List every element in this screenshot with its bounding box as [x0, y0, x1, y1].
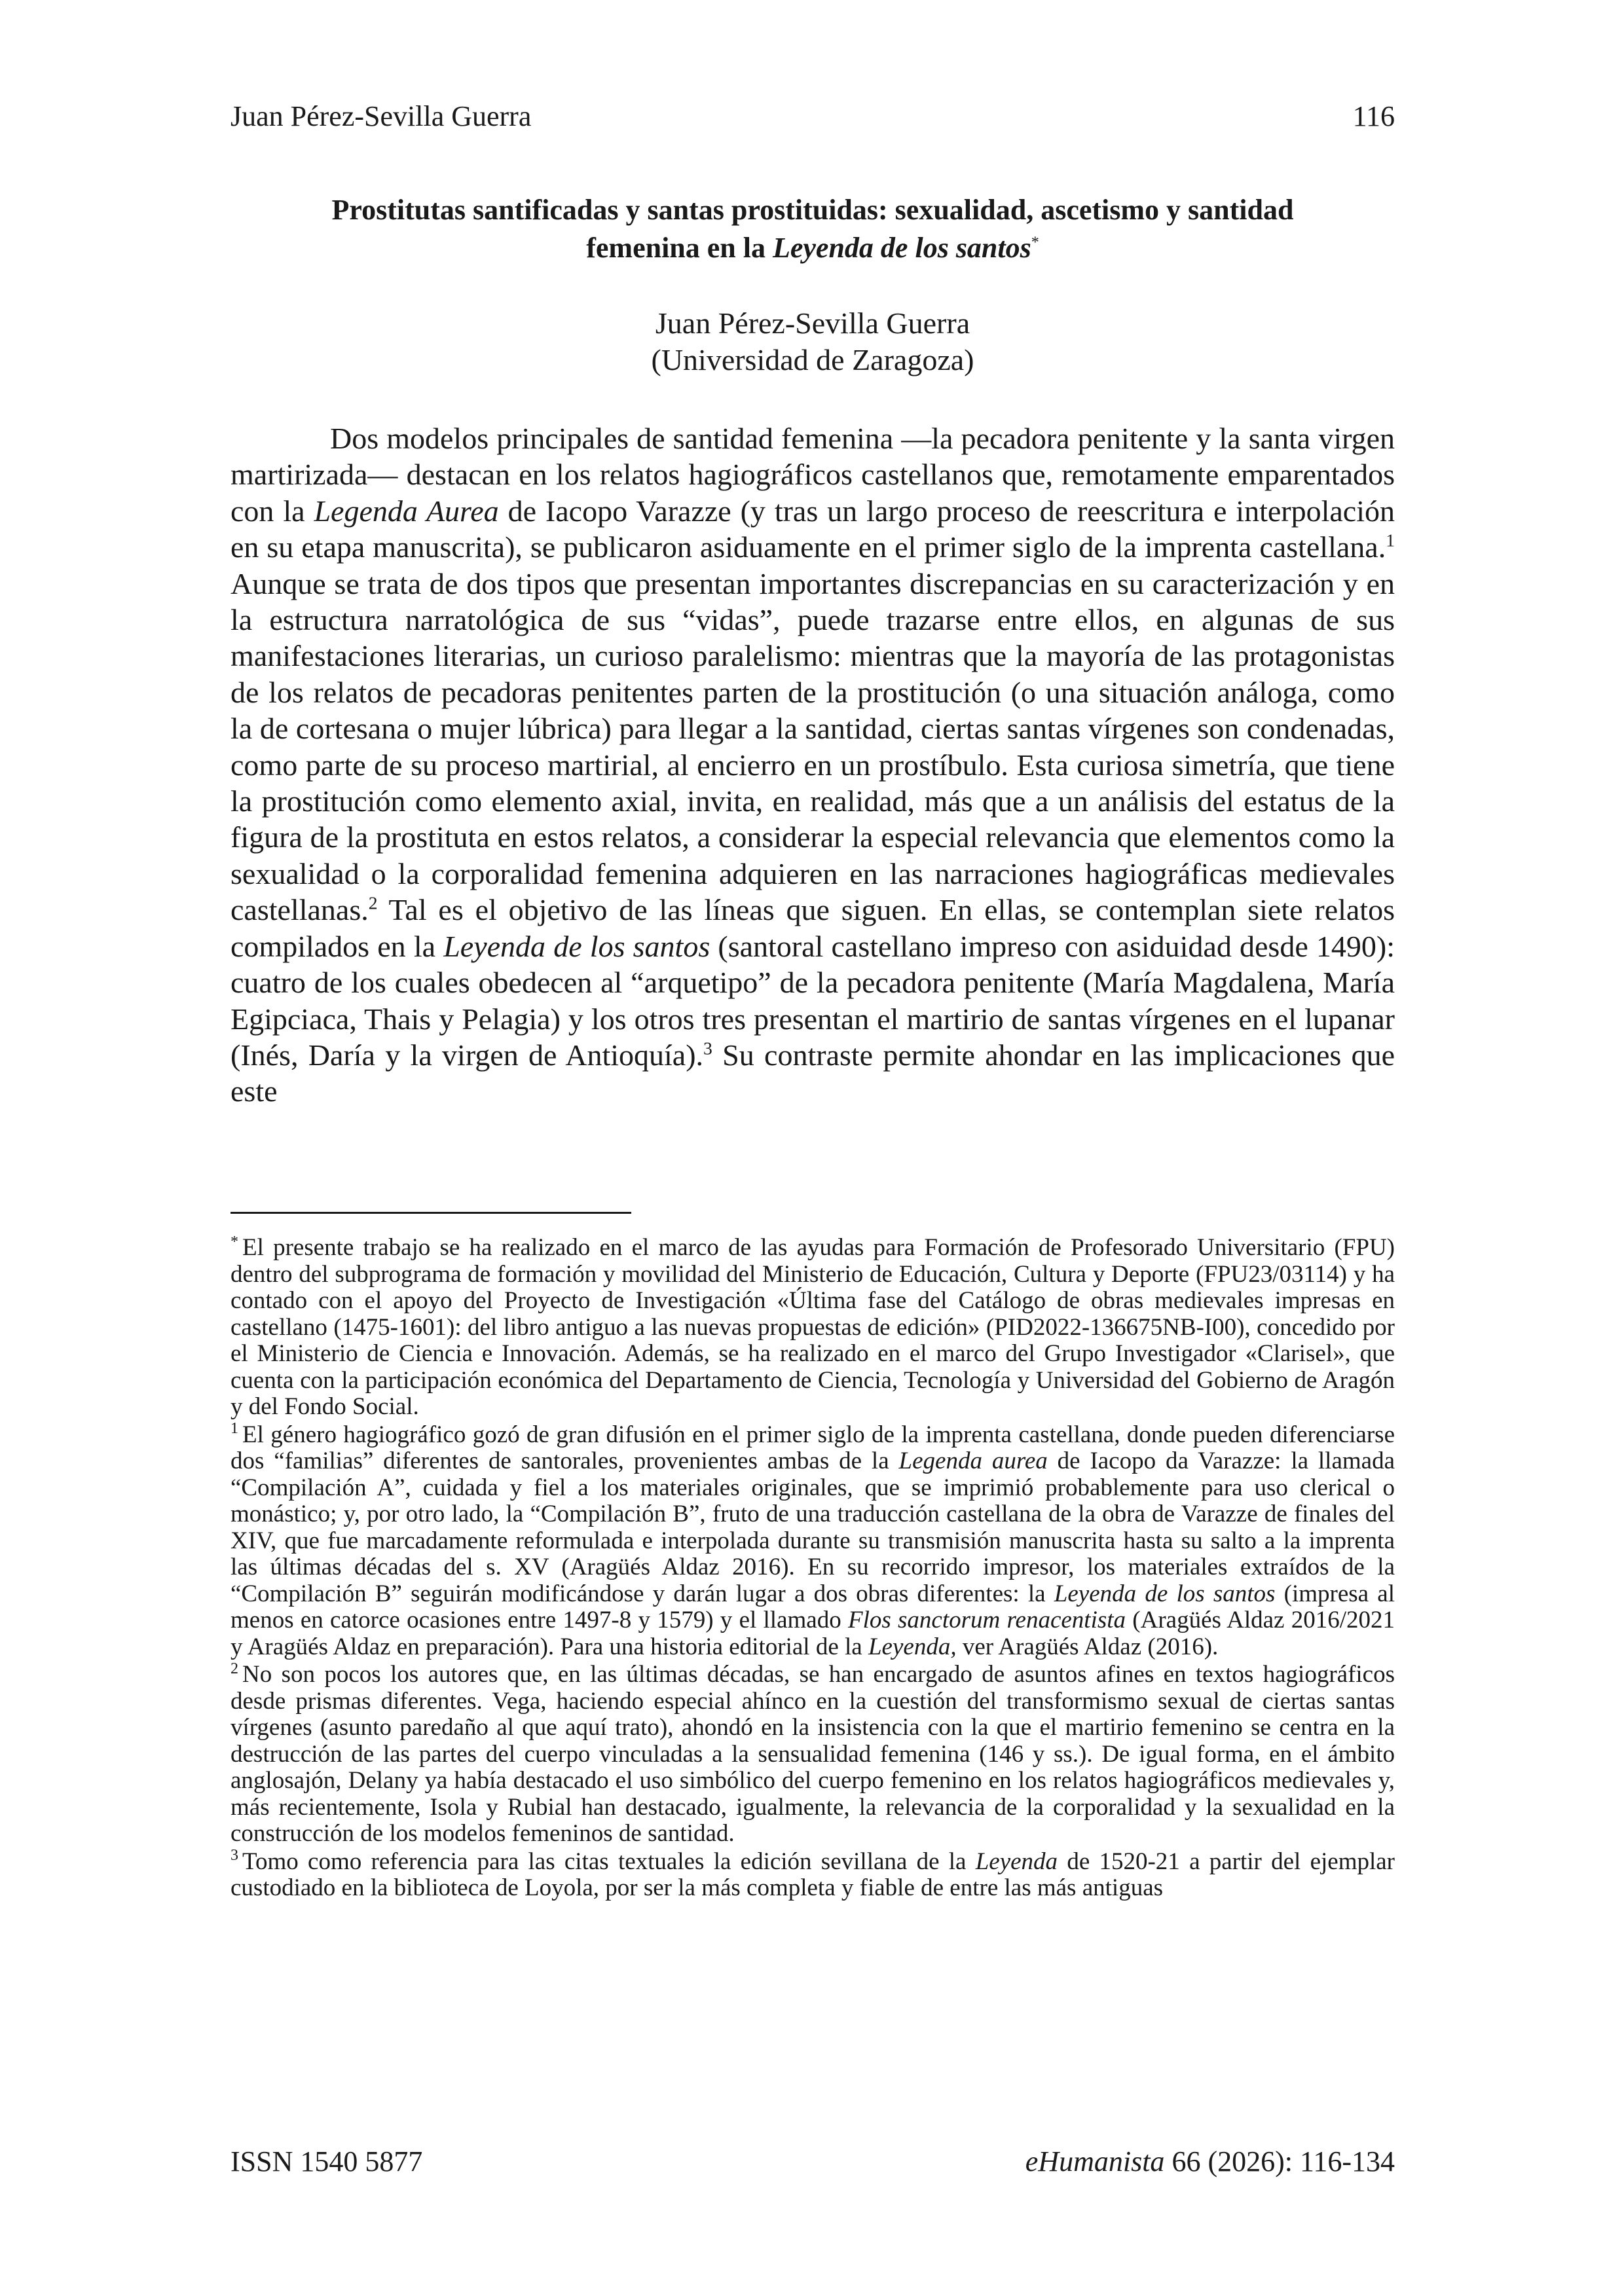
- footnote-italic: Leyenda,: [868, 1633, 957, 1660]
- footnote-marker: 3: [231, 1847, 238, 1865]
- footnote-italic: Flos sanctorum renacentista: [847, 1607, 1126, 1633]
- footnote-text: de 1520-21 a partir del ejemplar custodiado en la biblioteca de Loyola, por ser la más completa y fiable de entre las más antiguas: [231, 1848, 1395, 1901]
- article-title: [231, 191, 1395, 267]
- footnote-text: No son pocos los autores que, en las últimas décadas, se han encargado de asuntos afines en textos hagiográficos desde prismas diferentes. Vega, haciendo especial ahínco en la cuestión del transformismo sexual de ciertas santas vírgenes (asunto paredaño al que aquí trato), ahondó en la insistencia con la que el martirio femenino se centra en la destrucción de las partes del cuerpo vinculadas a la sensualidad femenina (146 y ss.). De igual forma, en el ámbito anglosajón, Delany ya había destacado el uso simbólico del cuerpo femenino en los relatos hagiográficos medievales y, más recientemente, Isola y Rubial han destacado, igualmente, la relevancia de la corporalidad y la sexualidad en la construcción de los modelos femeninos de santidad.: [231, 1661, 1395, 1847]
- footer-citation: [1025, 2142, 1395, 2181]
- footnote-italic: Leyenda de los santos: [1054, 1580, 1276, 1607]
- header-page-number: 116: [1352, 100, 1395, 132]
- body-text-segment: Dos modelos principales de santidad femenina —la pecadora penitente y la santa virgen martirizada— destacan en los relatos hagiográficos castellanos que, remotamente emparentados con la: [231, 422, 1395, 528]
- italic-legenda-aurea: Legenda Aurea: [314, 494, 499, 528]
- body-text-segment: (santoral castellano impreso con asiduidad desde 1490): cuatro de los cuales obedecen al “arquetipo” de la pecadora penitente (María Magdalena, María Egipciaca, Thais y Pelagia) y los otros tres presentan el martirio de santas vírgenes en el lupanar (Inés, Daría y la virgen de Antioquía).: [231, 929, 1395, 1072]
- footnote-text: Tomo como referencia para las citas textuales la edición sevillana de la: [242, 1848, 976, 1875]
- title-italic-work: Leyenda de los santos: [773, 232, 1031, 264]
- footnote-marker: *: [231, 1233, 238, 1250]
- footnote-2: [231, 1662, 1395, 1848]
- footer-issn: ISSN 1540 5877: [231, 2145, 423, 2178]
- body-paragraph: [231, 420, 1395, 1110]
- footnote-italic: Legenda aurea: [898, 1448, 1048, 1474]
- footnote-text: (Aragüés Aldaz 2016/2021 y Aragüés Aldaz en preparación). Para una historia editorial de la: [231, 1607, 1395, 1660]
- footnote-1: [231, 1422, 1395, 1661]
- header-author: Juan Pérez-Sevilla Guerra: [231, 100, 532, 132]
- footnote-ref-2[interactable]: 2: [368, 892, 378, 913]
- title-line-2: [231, 229, 1395, 267]
- title-footnote-ref[interactable]: *: [1031, 234, 1039, 251]
- footnotes: [231, 1235, 1395, 1903]
- author-name: Juan Pérez-Sevilla Guerra: [655, 306, 970, 340]
- body-text-segment: Aunque se trata de dos tipos que presentan importantes discrepancias en su caracterización y en la estructura narratológica de sus “vidas”, puede trazarse entre ellos, en algunas de sus manifestaciones literarias, un curioso paralelismo: mientras que la mayoría de las protagonistas de los relatos de pecadoras penitentes parten de la prostitución (o una situación análoga, como la de cortesana o mujer lúbrica) para llegar a la santidad, ciertas santas vírgenes son condenadas, como parte de su proceso martirial, al encierro en un prostíbulo. Esta curiosa simetría, que tiene la prostitución como elemento axial, invita, en realidad, más que a un análisis del estatus de la figura de la prostituta en estos relatos, a considerar la especial relevancia que elementos como la sexualidad o la corporalidad femenina adquieren en las narraciones hagiográficas medievales castellanas.: [231, 566, 1395, 927]
- footnote-ref-3[interactable]: 3: [703, 1038, 712, 1059]
- running-footer: [231, 2142, 1395, 2181]
- footnote-italic: Leyenda: [975, 1848, 1058, 1875]
- author-block: [231, 305, 1395, 378]
- footnote-3: [231, 1849, 1395, 1902]
- footnote-text: de Iacopo da Varazze: la llamada “Compilación A”, cuidada y fiel a los materiales originales, que se imprimió probablemente para uso clerical o monástico; y, por otro lado, la “Compilación B”, fruto de una traducción castellana de la obra de Varazze de finales del XIV, que fue marcadamente reformulada e interpolada durante su transmisión manuscrita hasta su salto a la imprenta las últimas décadas del s. XV (Aragüés Aldaz 2016). En su recorrido impresor, los materiales extraídos de la “Compilación B” seguirán modificándose y darán lugar a dos obras diferentes: la: [231, 1448, 1395, 1607]
- author-affiliation: (Universidad de Zaragoza): [651, 343, 974, 376]
- footnote-text: (impresa al menos en catorce ocasiones entre 1497-8 y 1579) y el llamado: [231, 1580, 1395, 1633]
- title-line-2-text: femenina en la: [586, 232, 773, 264]
- italic-leyenda-de-los-santos: Leyenda de los santos: [443, 929, 710, 963]
- footnote-star: [231, 1235, 1395, 1421]
- body-text-segment: Su contraste permite ahondar en las implicaciones que este: [231, 1038, 1395, 1108]
- body-text-segment: Tal es el objetivo de las líneas que siguen. En ellas, se contemplan siete relatos compilados en la: [231, 893, 1395, 963]
- footnote-marker: 2: [231, 1660, 238, 1677]
- footnote-separator: [231, 1212, 631, 1214]
- footnote-text: El género hagiográfico gozó de gran difusión en el primer siglo de la imprenta castellana, donde pueden diferenciarse dos “familias” diferentes de santorales, provenientes ambas de la: [231, 1421, 1395, 1474]
- title-line-1: Prostitutas santificadas y santas prostituidas: sexualidad, ascetismo y santidad: [331, 194, 1294, 226]
- footer-volume-pages: 66 (2026): 116-134: [1164, 2145, 1395, 2178]
- running-header: [231, 97, 1395, 136]
- footnote-text: ver Aragüés Aldaz (2016).: [956, 1633, 1219, 1660]
- body-text-segment: de Iacopo Varazze (y tras un largo proceso de reescritura e interpolación en su etapa manuscrita), se publicaron asiduamente en el primer siglo de la imprenta castellana.: [231, 494, 1395, 564]
- footnote-ref-1[interactable]: 1: [1386, 530, 1395, 551]
- footer-journal-name: eHumanista: [1025, 2145, 1165, 2178]
- footnote-marker: 1: [231, 1420, 238, 1438]
- footnote-text: El presente trabajo se ha realizado en el marco de las ayudas para Formación de Profesorado Universitario (FPU) dentro del subprograma de formación y movilidad del Ministerio de Educación, Cultura y Deporte (FPU23/03114) y ha contado con el apoyo del Proyecto de Investigación «Última fase del Catálogo de obras medievales impresas en castellano (1475-1601): del libro antiguo a las nuevas propuestas de edición» (PID2022-136675NB-I00), concedido por el Ministerio de Ciencia e Innovación. Además, se ha realizado en el marco del Grupo Investigador «Clarisel», que cuenta con la participación económica del Departamento de Ciencia, Tecnología y Universidad del Gobierno de Aragón y del Fondo Social.: [231, 1234, 1395, 1420]
